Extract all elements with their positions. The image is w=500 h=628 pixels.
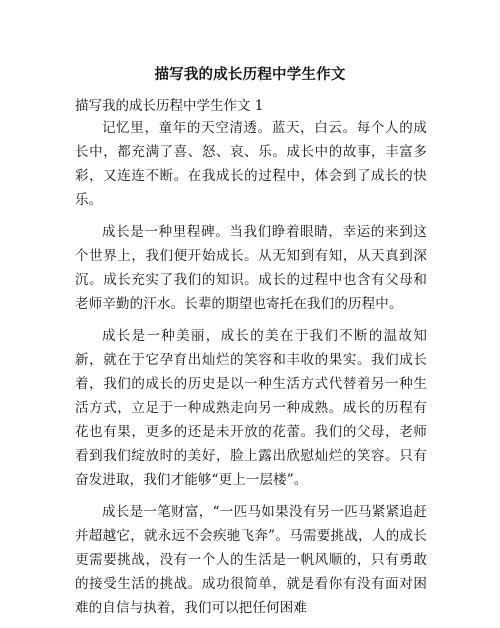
paragraph-1: 记忆里，童年的天空清透。蓝天，白云。每个人的成长中，都充满了喜、怒、哀、乐。成长中的故事，丰富多彩，又连连不断。在我成长的过程中，体会到了成长的快乐。: [75, 120, 427, 208]
document-subtitle: 描写我的成长历程中学生作文 1: [75, 98, 264, 114]
paragraph-2: 成长是一种里程碑。当我们睁着眼睛，幸运的来到这个世界上，我们便开始成长。从无知到有知，从天真到深沉。成长充实了我们的知识。成长的过程中也含有父母和老师辛勤的汗水。长辈的期望也寄托在我们的历程中。: [75, 224, 427, 312]
paragraph-4: 成长是一笔财富，“一匹马如果没有另一匹马紧紧追赶并超越它，就永远不会疾驰飞奔”。马需要挑战，人的成长更需要挑战，没有一个人的生活是一帆风顺的，只有勇敢的接受生活的挑战。成功很简单，就是看你有没有面对困难的自信与执着，我们可以把任何困难: [75, 504, 427, 616]
document-title: 描写我的成长历程中学生作文: [154, 66, 346, 83]
document-body: [75, 116, 427, 628]
paragraph-3: 成长是一种美丽，成长的美在于我们不断的温故知新，就在于它孕育出灿烂的笑容和丰收的果实。我们成长着，我们的成长的历史是以一种生活方式代替着另一种生活方式，立足于一种成熟走向另一种成熟。成长的历程有花也有果，更多的还是未开放的花蕾。我们的父母，老师看到我们绽放时的美好，脸上露出欣慰灿烂的笑容。只有奋发进取，我们才能够“更上一层楼”。: [75, 328, 427, 488]
